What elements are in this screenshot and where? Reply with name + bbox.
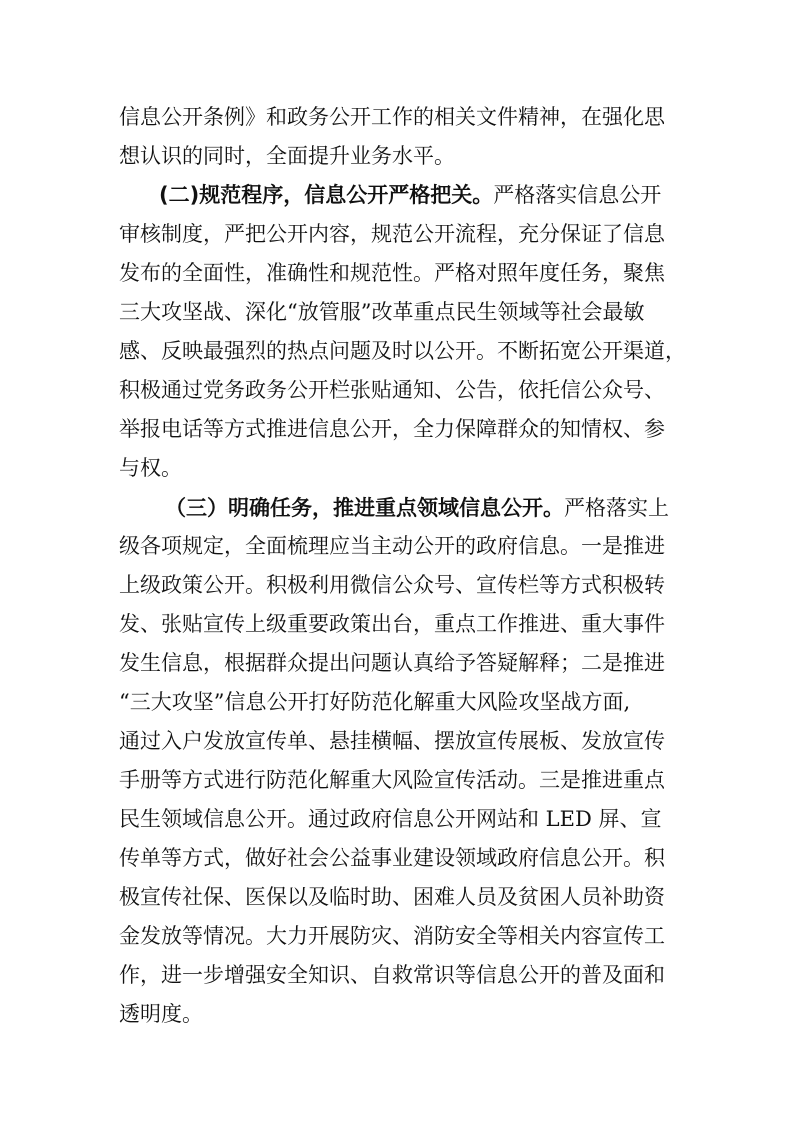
paragraph-line: 想认识的同时，全面提升业务水平。 (119, 144, 455, 168)
paragraph-line: 金发放等情况。大力开展防灾、消防安全等相关内容宣传工 (119, 924, 665, 948)
paragraph-line: 审核制度，严把公开内容，规范公开流程，充分保证了信息 (119, 222, 665, 246)
paragraph-line: 三大攻坚战、深化“放管服”改革重点民生领域等社会最敏 (119, 300, 645, 324)
paragraph-line: 积极通过党务政务公开栏张贴通知、公告，依托信公众号、 (119, 378, 665, 402)
paragraph-line: 透明度。 (119, 1002, 203, 1026)
paragraph-line: 传单等方式，做好社会公益事业建设领域政府信息公开。积 (119, 846, 665, 870)
paragraph-line: 上级政策公开。积极利用微信公众号、宣传栏等方式积极转 (119, 573, 665, 597)
document-body (119, 98, 686, 1034)
paragraph-line: 极宣传社保、医保以及临时助、困难人员及贫困人员补助资 (119, 885, 665, 909)
paragraph-line: 级各项规定，全面梳理应当主动公开的政府信息。一是推进 (119, 534, 665, 558)
paragraph-line: 作，进一步增强安全知识、自救常识等信息公开的普及面和 (119, 963, 665, 987)
paragraph-line: 发生信息，根据群众提出问题认真给予答疑解释；二是推进 (119, 651, 665, 675)
paragraph-line: 感、反映最强烈的热点问题及时以公开。不断拓宽公开渠道， (119, 339, 686, 363)
section-heading-line (119, 176, 679, 215)
paragraph-line: 发布的全面性，准确性和规范性。严格对照年度任务，聚焦 (119, 261, 665, 285)
paragraph-line: 通过入户发放宣传单、悬挂横幅、摆放宣传展板、发放宣传 (119, 729, 665, 753)
section-heading-3: （三）明确任务，推进重点领域信息公开。 (165, 495, 564, 520)
paragraph-text: 严格落实上 (564, 496, 669, 520)
paragraph-line: 发、张贴宣传上级重要政策出台，重点工作推进、重大事件 (119, 612, 665, 636)
paragraph-line: 与权。 (119, 456, 182, 480)
paragraph-text: 严格落实信息公开 (493, 183, 662, 207)
paragraph-line: 手册等方式进行防范化解重大风险宣传活动。三是推进重点 (119, 768, 665, 792)
section-heading-line (119, 488, 679, 527)
paragraph-line: 信息公开条例》和政务公开工作的相关文件精神，在强化思 (119, 105, 665, 129)
paragraph-line: “三大攻坚”信息公开打好防范化解重大风险攻坚战方面, (119, 690, 631, 714)
section-heading-2: (二)规范程序，信息公开严格把关。 (159, 183, 494, 207)
paragraph-line: 民生领域信息公开。通过政府信息公开网站和 LED 屏、宣 (119, 807, 662, 831)
paragraph-line: 举报电话等方式推进信息公开，全力保障群众的知情权、参 (119, 417, 665, 441)
